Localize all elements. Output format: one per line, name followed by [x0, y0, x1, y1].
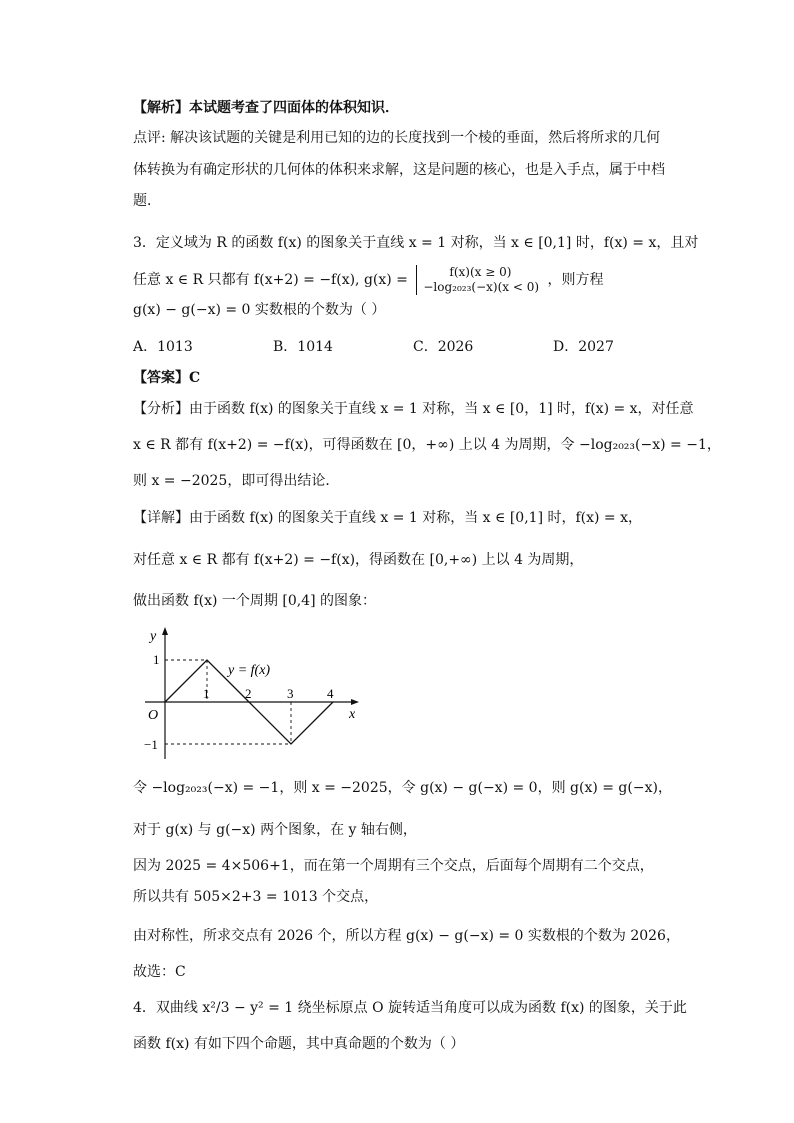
fenxi-line-2: x ∈ R 都有 f(x+2) = −f(x)，可得函数在 [0，+∞) 上以 4 为周期，令 −log₂₀₂₃(−x) = −1， — [133, 437, 721, 453]
q3-stem-post: ，则方程 — [547, 272, 604, 288]
xiangjie-line-2: 对任意 x ∈ R 都有 f(x+2) = −f(x)，得函数在 [0,+∞) 上以 4 为周期， — [133, 552, 584, 568]
piecewise-case-1: f(x)(x ≥ 0) — [449, 265, 512, 279]
option-c: C．2026 — [413, 339, 474, 355]
comment-line-3: 题． — [133, 193, 161, 209]
origin-label: O — [148, 708, 159, 723]
x-tick-label-3: 3 — [287, 686, 294, 701]
comment-line-1: 点评: 解决该试题的关键是利用已知的边的长度找到一个棱的垂面，然后将所求的几何 — [133, 130, 661, 146]
option-d: D．2027 — [553, 339, 614, 355]
fenxi-line-1: 【分析】由于函数 f(x) 的图象关于直线 x = 1 对称，当 x ∈ [0，1] 时，f(x) = x，对任意 — [133, 401, 694, 417]
q3-options — [133, 337, 693, 357]
y-axis-arrow — [162, 627, 168, 635]
analysis-line: 【解析】本试题考查了四面体的体积知识． — [133, 100, 399, 116]
q3-stem-line-2 — [133, 264, 604, 296]
q3-stem-pre: 任意 x ∈ R 只都有 f(x+2) = −f(x), g(x) = — [133, 272, 408, 288]
xiangjie-line-1: 【详解】由于函数 f(x) 的图象关于直线 x = 1 对称，当 x ∈ [0,1] 时，f(x) = x， — [133, 510, 643, 526]
x-axis-label: x — [349, 707, 356, 722]
after-line-1: 令 −log₂₀₂₃(−x) = −1，则 x = −2025，令 g(x) − g(−x) = 0，则 g(x) = g(−x)， — [133, 780, 672, 796]
q3-stem-line-3: g(x) − g(−x) = 0 实数根的个数为（ ） — [133, 302, 386, 318]
after-line-4: 所以共有 505×2+3 = 1013 个交点， — [133, 889, 379, 905]
tick-labels — [203, 686, 334, 701]
q4-stem-line-2: 函数 f(x) 有如下四个命题，其中真命题的个数为（ ） — [133, 1036, 465, 1052]
x-axis-arrow — [351, 699, 359, 705]
curve-label: y = f(x) — [228, 663, 271, 678]
after-line-2: 对于 g(x) 与 g(−x) 两个图象，在 y 轴右侧， — [133, 822, 417, 838]
after-line-6: 故选：C — [133, 964, 186, 980]
function-graph — [140, 624, 370, 764]
x-tick-label-2: 2 — [245, 686, 252, 701]
x-tick-label-1: 1 — [203, 686, 210, 701]
after-line-3: 因为 2025 = 4×506+1，而在第一个周期有三个交点，后面每个周期有二个交点， — [133, 858, 654, 874]
piecewise-case-2: −log₂₀₂₃(−x)(x < 0) — [423, 280, 540, 294]
y-axis-label: y — [150, 629, 157, 644]
option-b: B．1014 — [273, 339, 333, 355]
xiangjie-line-3: 做出函数 f(x) 一个周期 [0,4] 的图象： — [133, 593, 376, 609]
after-line-5: 由对称性，所求交点有 2026 个，所以方程 g(x) − g(−x) = 0 实数根的个数为 2026， — [133, 928, 680, 944]
x-tick-label-4: 4 — [327, 686, 334, 701]
comment-line-2: 体转换为有确定形状的几何体的体积来求解，这是问题的核心，也是入手点，属于中档 — [133, 162, 665, 178]
piecewise-def — [416, 265, 539, 295]
y-tick-pos-1: 1 — [153, 652, 160, 667]
fenxi-line-3: 则 x = −2025，即可得出结论． — [133, 473, 340, 489]
q3-stem-line-1: 3．定义域为 R 的函数 f(x) 的图象关于直线 x = 1 对称，当 x ∈ [0,1] 时，f(x) = x，且对 — [133, 235, 699, 251]
answer-line: 【答案】C — [133, 370, 201, 386]
y-tick-neg-1: −1 — [144, 737, 158, 752]
q4-stem-line-1: 4．双曲线 x²/3 − y² = 1 绕坐标原点 O 旋转适当角度可以成为函数 f(x) 的图象，关于此 — [133, 1000, 687, 1016]
option-a: A．1013 — [133, 339, 193, 355]
